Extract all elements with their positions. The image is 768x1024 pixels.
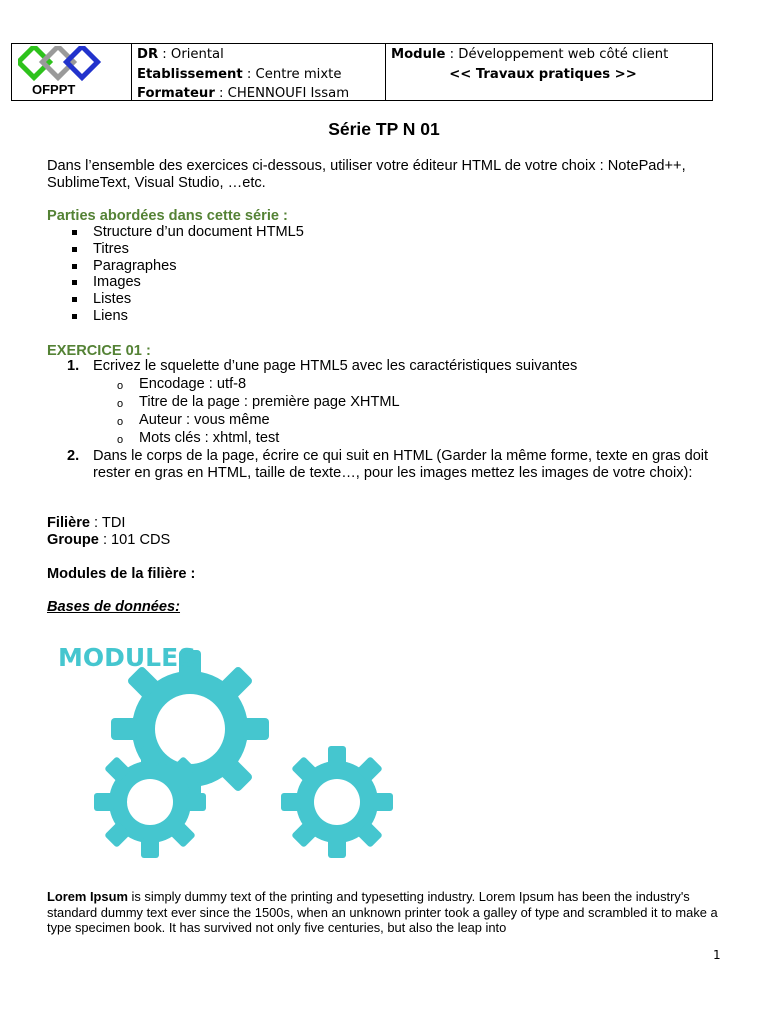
list-item (117, 411, 400, 429)
parties-heading: Parties abordées dans cette série : (47, 208, 288, 224)
module-line (386, 45, 712, 65)
circle-bullet-icon: o (117, 416, 124, 428)
logo-text: OFPPT (32, 82, 76, 97)
step-2-text: Dans le corps de la page, écrire ce qui suit en HTML (Garder la même forme, texte en gras doit rester en gras en HTML, taille de texte…, pour les images mettez les images de votre choix): (93, 448, 709, 481)
circle-bullet-icon: o (117, 398, 124, 410)
module-subtitle: << Travaux pratiques >> (449, 67, 637, 82)
modules-image-text: MODULES (58, 643, 197, 672)
list-item: Listes (47, 291, 304, 308)
sub-item-text: Titre de la page : première page XHTML (139, 394, 400, 410)
list-item: Titres (47, 241, 304, 258)
list-item: Images (47, 274, 304, 291)
dr-value: : Oriental (158, 47, 224, 62)
formateur-label: Formateur (137, 86, 215, 101)
lorem-bold: Lorem Ipsum (47, 889, 128, 904)
header-table (11, 43, 713, 101)
step-2-number: 2. (67, 448, 80, 464)
filiere-label: Filière (47, 515, 90, 531)
step-1-number: 1. (67, 358, 80, 374)
etab-line (137, 65, 385, 85)
logo-diamonds-icon (18, 46, 102, 84)
intro-paragraph: Dans l’ensemble des exercices ci-dessous, utiliser votre éditeur HTML de votre choix : NotePad++, SublimeText, Visual Studio, …etc. (47, 158, 686, 191)
formateur-value: : CHENNOUFI Issam (214, 86, 350, 101)
page-number: 1 (713, 948, 721, 962)
groupe-line (47, 532, 170, 549)
module-label: Module (391, 47, 446, 62)
header-module (386, 44, 712, 100)
header-info (132, 44, 386, 100)
step-2 (67, 448, 727, 482)
lorem-text: is simply dummy text of the printing and typesetting industry. Lorem Ipsum has been the industry's standard dummy text ever since the 1500s, when an unknown printer took a galley of type and scrambled it to make a type specimen book. It has survived not only five centuries, but also the leap into (47, 889, 718, 935)
dr-label: DR (137, 47, 159, 62)
etab-label: Etablissement (137, 66, 243, 82)
list-item (117, 375, 400, 393)
list-item: Structure d’un document HTML5 (47, 224, 304, 241)
sub-item-text: Auteur : vous même (139, 412, 270, 428)
page-title: Série TP N 01 (328, 119, 440, 139)
sub-item-text: Encodage : utf-8 (139, 376, 247, 392)
list-item: Paragraphes (47, 258, 304, 275)
parties-list (47, 224, 304, 325)
bases-heading: Bases de données: (47, 599, 181, 615)
formateur-line (137, 84, 385, 104)
step-1-text: Ecrivez le squelette d’une page HTML5 avec les caractéristiques suivantes (93, 358, 578, 374)
filiere-line (47, 515, 125, 532)
groupe-value: : 101 CDS (98, 532, 171, 548)
groupe-label: Groupe (47, 532, 99, 548)
step-1 (67, 358, 727, 375)
module-value: : Développement web côté client (445, 47, 669, 62)
small-gear-right-icon (281, 746, 393, 858)
list-item (117, 429, 400, 447)
step-1-sublist (117, 375, 400, 447)
dr-line (137, 45, 385, 65)
modules-gears-image (56, 632, 401, 862)
exercice-heading: EXERCICE 01 : (47, 343, 151, 359)
sub-item-text: Mots clés : xhtml, test (139, 430, 280, 446)
ofppt-logo (12, 44, 132, 100)
list-item (117, 393, 400, 411)
small-gear-left-icon (94, 746, 206, 858)
etab-value: : Centre mixte (242, 66, 342, 82)
circle-bullet-icon: o (117, 380, 124, 392)
list-item: Liens (47, 308, 304, 325)
filiere-value: : TDI (90, 515, 126, 531)
modules-heading: Modules de la filière : (47, 566, 196, 582)
circle-bullet-icon: o (117, 434, 124, 446)
lorem-paragraph (47, 889, 727, 936)
